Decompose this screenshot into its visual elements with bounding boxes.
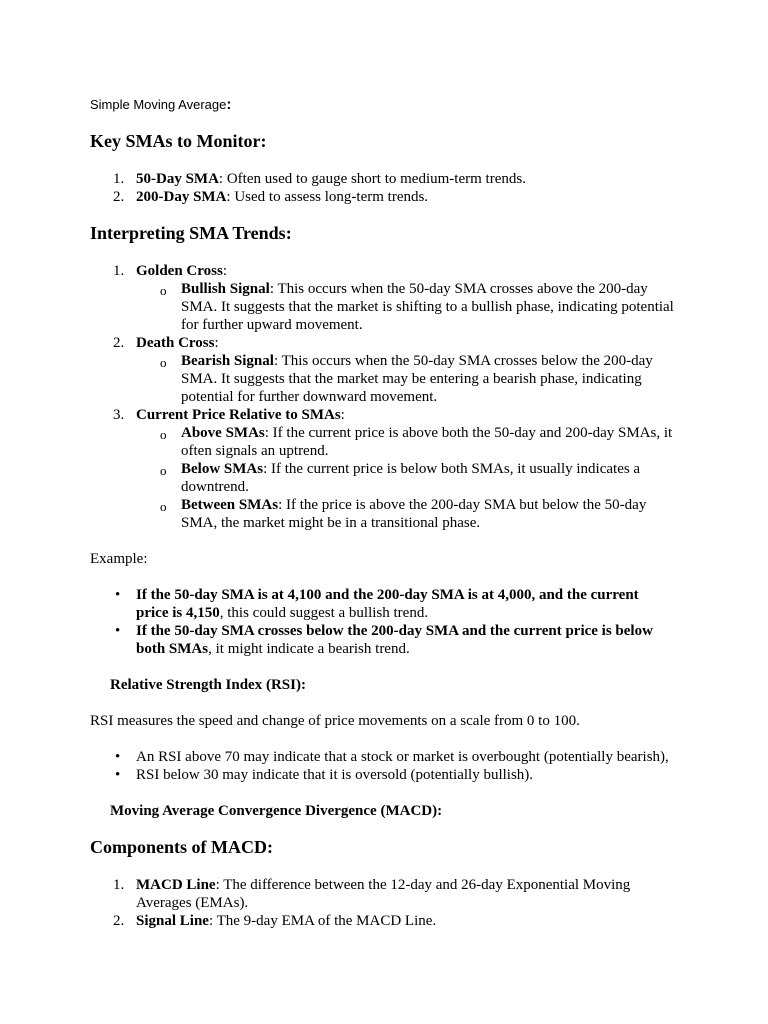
sub-item-line: SMA. It suggests that the market is shifting to a bullish phase, indicating potential (181, 299, 674, 315)
sub-item-text: : If the current price is below both SMAs, it usually indicates a (263, 461, 641, 477)
example-bold-text: If the 50-day SMA is at 4,100 and the 200-day SMA is at 4,000, and the current (136, 587, 639, 603)
rsi-bullet: RSI below 30 may indicate that it is oversold (potentially bullish). (136, 767, 534, 783)
list-number: 2. (113, 189, 125, 205)
sub-item-text: : If the price is above the 200-day SMA but below the 50-day (278, 497, 647, 513)
sub-item-text: : This occurs when the 50-day SMA crosses below the 200-day (273, 353, 653, 369)
sub-item-line (181, 424, 672, 442)
sub-item-line (181, 460, 640, 478)
example-bullet-line (136, 604, 428, 622)
item-text: : Often used to gauge short to medium-term trends. (218, 171, 526, 187)
list-number: 3. (113, 407, 125, 423)
bullet-marker: • (115, 749, 121, 765)
sub-item-text: : If the current price is above both the 50-day and 200-day SMAs, it (264, 425, 673, 441)
sub-item-line: SMA. It suggests that the market may be entering a bearish phase, indicating (181, 371, 642, 387)
item-term: MACD Line (136, 877, 216, 893)
sub-item-term: Bearish Signal (181, 353, 274, 369)
item-text: : The 9-day EMA of the MACD Line. (208, 913, 437, 929)
item-text: : (222, 263, 227, 279)
sub-item-term: Below SMAs (181, 461, 264, 477)
example-bold-text: price is 4,150 (136, 605, 220, 621)
sub-item-line: for further upward movement. (181, 317, 363, 333)
item-term: Current Price Relative to SMAs (136, 407, 341, 423)
bullet-marker: • (115, 623, 121, 639)
document-title (90, 96, 231, 114)
example-bold-text: both SMAs (136, 641, 209, 657)
list-item (136, 912, 436, 930)
sub-item-line: downtrend. (181, 479, 249, 495)
sub-item-term: Between SMAs (181, 497, 279, 513)
example-bullet-line (136, 622, 653, 640)
list-item (136, 876, 630, 894)
sub-bullet-marker: o (160, 427, 167, 442)
sub-item-line (181, 496, 646, 514)
item-text: : Used to assess long-term trends. (226, 189, 429, 205)
list-number: 2. (113, 335, 125, 351)
list-number: 2. (113, 913, 125, 929)
item-term: Death Cross (136, 335, 215, 351)
sub-item-text: : This occurs when the 50-day SMA crosses above the 200-day (269, 281, 648, 297)
title-text: Simple Moving Average (90, 97, 227, 112)
bullet-marker: • (115, 587, 121, 603)
sub-bullet-marker: o (160, 283, 167, 298)
list-number: 1. (113, 877, 125, 893)
list-item-death-cross (136, 334, 219, 352)
example-label: Example: (90, 551, 148, 567)
example-text: , it might indicate a bearish trend. (208, 641, 410, 657)
key-smas-heading: Key SMAs to Monitor: (90, 131, 267, 151)
sub-item-line: often signals an uptrend. (181, 443, 329, 459)
example-bold-text: If the 50-day SMA crosses below the 200-day SMA and the current price is below (136, 623, 653, 639)
macd-heading: Moving Average Convergence Divergence (MACD): (110, 803, 443, 819)
title-colon: : (226, 96, 232, 113)
macd-components-heading: Components of MACD: (90, 837, 273, 857)
sub-item-line: potential for further downward movement. (181, 389, 438, 405)
interpreting-heading: Interpreting SMA Trends: (90, 223, 292, 243)
sub-item-line (181, 352, 653, 370)
sub-item-line (181, 280, 648, 298)
rsi-bullet: An RSI above 70 may indicate that a stock or market is overbought (potentially bearish), (136, 749, 669, 765)
rsi-description: RSI measures the speed and change of price movements on a scale from 0 to 100. (90, 713, 580, 729)
list-item-continuation: Averages (EMAs). (136, 895, 249, 911)
list-item (136, 188, 428, 206)
bullet-marker: • (115, 767, 121, 783)
item-text: : The difference between the 12-day and 26-day Exponential Moving (215, 877, 631, 893)
sub-bullet-marker: o (160, 499, 167, 514)
example-bullet-line (136, 640, 410, 658)
list-number: 1. (113, 171, 125, 187)
rsi-heading: Relative Strength Index (RSI): (110, 677, 306, 693)
list-item-current-price (136, 406, 345, 424)
example-text: , this could suggest a bullish trend. (219, 605, 429, 621)
list-item-golden-cross (136, 262, 227, 280)
item-term: 50-Day SMA (136, 171, 219, 187)
example-bullet-line (136, 586, 639, 604)
sub-bullet-marker: o (160, 463, 167, 478)
sub-item-term: Bullish Signal (181, 281, 270, 297)
sub-item-term: Above SMAs (181, 425, 265, 441)
sub-bullet-marker: o (160, 355, 167, 370)
item-text: : (214, 335, 219, 351)
list-item (136, 170, 526, 188)
list-number: 1. (113, 263, 125, 279)
item-term: Signal Line (136, 913, 209, 929)
item-term: Golden Cross (136, 263, 223, 279)
item-text: : (340, 407, 345, 423)
sub-item-line: SMA, the market might be in a transitional phase. (181, 515, 481, 531)
item-term: 200-Day SMA (136, 189, 227, 205)
